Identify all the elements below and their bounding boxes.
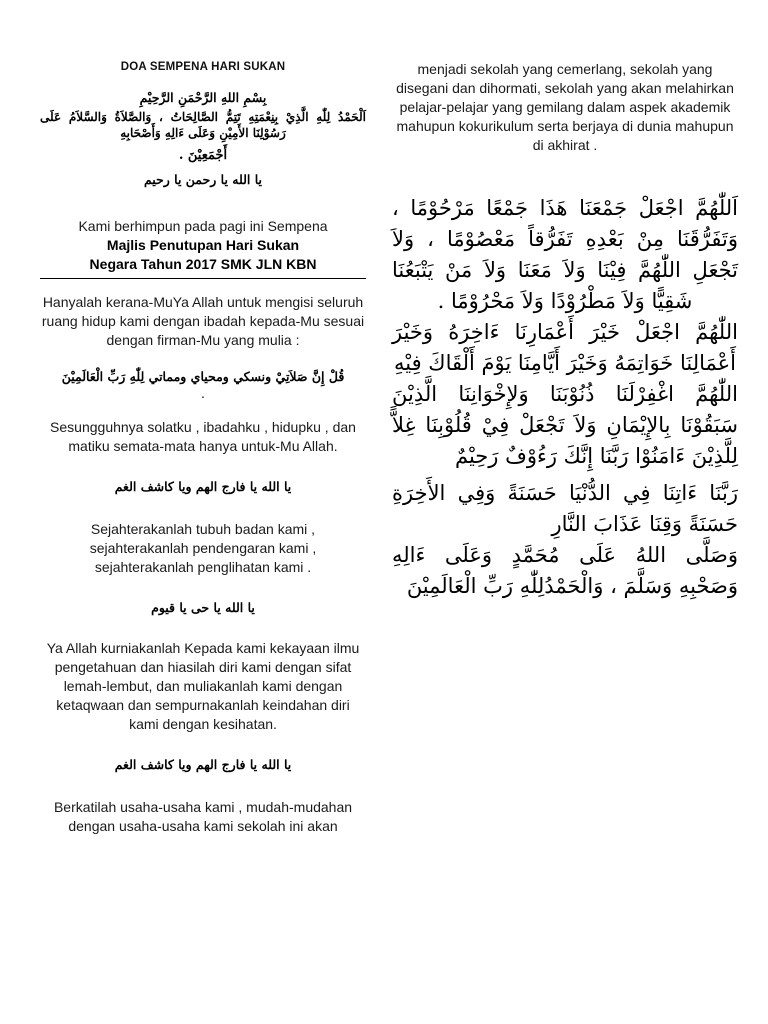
dua-rabbana: رَبَّنَا ءَاتِنَا فِي الدُّنْيَا حَسَنَةً وَفِي الأَخِرَةِ حَسَنَةً وَقِنَا عَذَابَ النَّارِ: [392, 481, 738, 536]
invocation-farij-1: يا الله يا فارج الهم ويا كاشف الغم: [114, 479, 292, 494]
event-line-2: Negara Tahun 2017 SMK JLN KBN: [89, 256, 317, 272]
paragraph-knowledge: Ya Allah kurniakanlah Kepada kami kekayaan ilmu pengetahuan dan hiasilah diri kami dengan sifat lemah-lembut, dan muliakanlah kami dengan ketaqwaan dan sempurnakanlah keindahan diri kami dengan kesihatan.: [46, 640, 360, 732]
document-title: DOA SEMPENA HARI SUKAN: [120, 61, 286, 73]
paragraph-translation: Sesungguhnya solatku , ibadahku , hidupku , dan matiku semata-mata hanya untuk-Mu Allah.: [50, 419, 356, 454]
dua-forgiveness: اللّٰهُمَّ اغْفِرْلَنَا ذُنُوْبَنَا وَلإِخْوَانِنَا الَّذِيْنَ سَبَقُوْنَا بِالإِيْمَانِ وَلاَ تَجْعَلْ فِيْ قُلُوْبِنَا غِلاًّ لِلَّذِيْنَ ءَامَنُوْا رَبَّنَا إِنَّكَ رَءُوْفٌ رَحِيْمٌ: [392, 382, 738, 468]
divider: [40, 278, 366, 279]
wellbeing-line-1: Sejahterakanlah tubuh badan kami ,: [90, 521, 316, 537]
paragraph-school-aspiration: menjadi sekolah yang cemerlang, sekolah yang disegani dan dihormati, sekolah yang akan melahirkan pelajar-pelajar yang gemilang dalam aspek akademik mahupun kokurikulum serta berjaya di dunia mahupun di akhirat .: [396, 61, 734, 153]
paragraph-wellbeing: [40, 520, 366, 577]
verse-end-dot: .: [201, 385, 205, 401]
paragraph-blessing: Berkatilah usaha-usaha kami , mudah-mudahan dengan usaha-usaha kami sekolah ini akan: [53, 799, 353, 834]
event-line-1: Majlis Penutupan Hari Sukan: [106, 237, 300, 253]
dua-salawat-closing: وَصَلَّى اللهُ عَلَى مُحَمَّدٍ وَعَلَى ءَالِهِ وَصَحْبِهِ وَسَلَّمَ ، وَالْحَمْدُلِلّٰهِ رَبِّ الْعَالَمِيْنَ: [392, 543, 738, 598]
dua-gathering: اَللّٰهُمَّ اجْعَلْ جَمْعَنَا هَذَا جَمْعًا مَرْحُوْمًا ، وَتَفَرُّقَنَا مِنْ بَعْدِهِ تَفَرُّقاً مَعْصُوْمًا ، وَلاَ تَجْعَلِ اللّٰهُمَّ فِيْنَا وَلاَ مَعَنَا وَلاَ مَنْ يَتْبَعُنَا شَقِيًّا وَلاَ مَطْرُوْدًا وَلاَ مَحْرُوْمًا .: [392, 196, 738, 313]
quran-verse-qul: قُلْ إِنَّ صَلاَتِيْ ونسكي ومحياي ومماتي لِلّٰهِ رَبِّ الْعَالَمِيْنَ: [61, 369, 345, 384]
left-column: [40, 55, 366, 836]
gather-line: Kami berhimpun pada pagi ini Sempena: [78, 218, 328, 234]
paragraph-intention: Hanyalah kerana-MuYa Allah untuk mengisi seluruh ruang hidup kami dengan ibadah kepada-Mu sesuai dengan firman-Mu yang mulia :: [41, 294, 365, 348]
invocation-ya-rahman: يا الله يا رحمن يا رحيم: [143, 172, 263, 187]
right-column: [392, 60, 738, 602]
ajmain-line: أَجْمَعِيْنَ .: [178, 148, 228, 163]
basmala: بِسْمِ اللهِ الرَّحْمَنِ الرَّحِيْمِ: [139, 90, 267, 105]
hamd-opening: اَلْحَمْدُ لِلّٰهِ الَّذِيْ بِنِعْمَتِهِ تَتِمُّ الصَّالِحَاتُ ، وَالصَّلاَةُ وَالسَّلاَمُ عَلَى رَسُوْلِنَا الأَمِيْنِ وَعَلَى ءَالِهِ وَأَصْحَابِهِ: [40, 110, 366, 140]
wellbeing-line-2: sejahterakanlah pendengaran kami ,: [89, 540, 317, 556]
wellbeing-line-3: sejahterakanlah penglihatan kami .: [94, 559, 312, 575]
invocation-hayy-qayyum: يا الله يا حى يا قيوم: [151, 600, 255, 615]
invocation-farij-2: يا الله يا فارج الهم ويا كاشف الغم: [114, 757, 292, 772]
dua-best-deeds: اللّٰهُمَّ اجْعَلْ خَيْرَ أَعْمَارِنَا ءَاخِرَهُ وَخَيْرَ أَعْمَالِنَا خَوَاتِمَهُ وَخَيْرَ أَيَّامِنَا يَوْمَ أَلْقَاكَ فِيْهِ: [392, 320, 738, 375]
